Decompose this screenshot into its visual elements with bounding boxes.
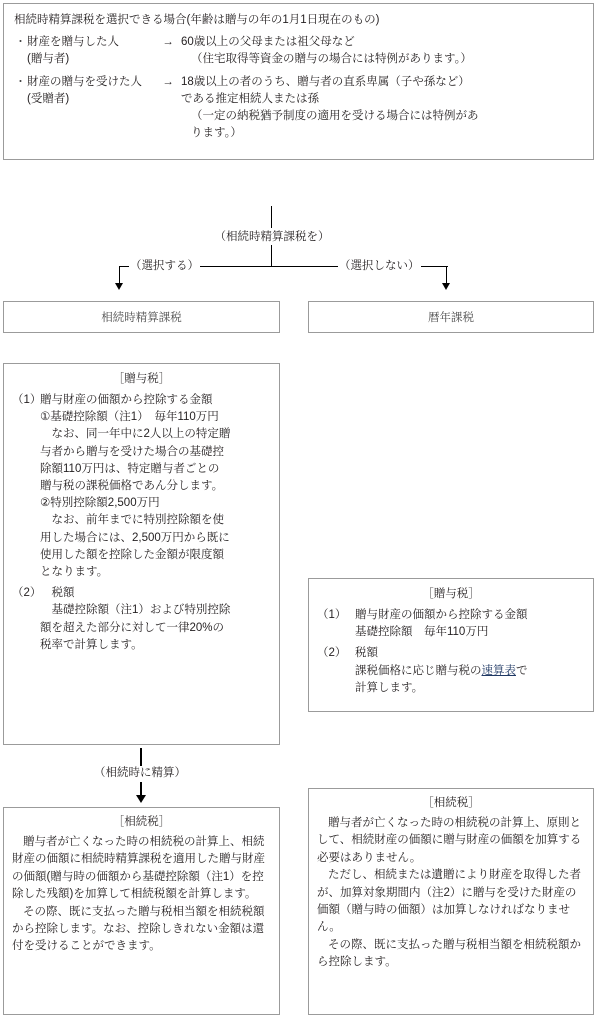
eligibility-row-donor	[14, 34, 583, 68]
item-text: 税額 課税価格に応じ贈与税の速算表で 計算します。	[355, 645, 585, 697]
item-number: （2）	[317, 647, 347, 660]
inheritance-tax-title: ［相続税］	[112, 816, 171, 828]
branch-question-label: （相続時精算課税を）	[214, 231, 330, 243]
item-text: 贈与財産の価額から控除する金額 基礎控除額 毎年110万円	[355, 609, 528, 639]
eligibility-row-donee	[14, 74, 583, 142]
settle-connector-lower	[140, 782, 142, 796]
gift-tax-box-settlement	[3, 363, 280, 745]
donor-requirement-text: 60歳以上の父母または祖父母など （住宅取得等資金の贈与の場合には特例があります。）	[181, 36, 472, 65]
connector-line-top	[271, 206, 272, 228]
item-text: 税額 基礎控除額（注1）および特別控除 額を超えた部分に対して一律20%の 税率で計算します。	[40, 587, 231, 651]
right-arrow-icon: →	[162, 36, 174, 48]
arrowhead-down-icon	[115, 283, 123, 290]
speed-table-link[interactable]: 速算表	[481, 664, 516, 677]
eligibility-heading: 相続時精算課税を選択できる場合(年齢は贈与の年の1月1日現在のもの)	[14, 14, 380, 26]
tax-rate-line: 課税価格に応じ贈与税の速算表で	[355, 664, 528, 677]
donor-role-label: 財産を贈与した人 (贈与者)	[27, 36, 119, 65]
settle-arrow-label: （相続時に精算）	[94, 767, 186, 779]
inheritance-paragraph: ただし、相続または遺贈により財産を取得した者が、加算対象期間内（注2）に贈与を受けた財産の価額（贈与時の価額）は加算しなければなりません。	[317, 869, 581, 934]
bullet-icon: ・	[15, 76, 26, 88]
item-number: （1）	[317, 609, 347, 621]
method-box-calendar	[308, 301, 594, 333]
branch-drop-right	[446, 266, 447, 284]
right-arrow-icon: →	[162, 76, 174, 88]
item-number: （1）	[12, 394, 42, 406]
arrowhead-down-icon	[136, 795, 146, 803]
inheritance-tax-box-calendar	[308, 788, 594, 1015]
method-box-settlement	[3, 301, 280, 333]
inheritance-tax-title: ［相続税］	[422, 797, 480, 809]
choice-label-not-select: （選択しない）	[339, 260, 420, 272]
donee-requirement-text: 18歳以上の者のうち、贈与者の直系卑属（子や孫など） である推定相続人または孫 （一定の納税猶予制度の適用を受ける場合には特例があ ります。）	[181, 76, 479, 139]
connector-line-mid	[271, 245, 272, 267]
inheritance-paragraph: 贈与者が亡くなった時の相続税の計算上、原則として、相続財産の価額に贈与財産の価額を加算する必要はありません。	[317, 817, 582, 864]
gift-left-item-2	[12, 585, 271, 654]
gift-tax-title: ［贈与税］	[422, 588, 480, 600]
choice-label-select: （選択する）	[130, 260, 199, 272]
gift-left-item-1	[12, 392, 271, 581]
inheritance-paragraph: 贈与者が亡くなった時の相続税の計算上、相続財産の価額に相続時精算課税を適用した贈与財産の価額(贈与時の価額から基礎控除額（注1）を控除した残額)を加算して相続税額を計算します。	[12, 836, 265, 901]
eligibility-box	[3, 3, 594, 160]
donee-role-label: 財産の贈与を受けた人 (受贈者)	[27, 76, 142, 105]
method-label-settlement: 相続時精算課税	[101, 312, 182, 324]
inheritance-paragraph: その際、既に支払った贈与税相当額を相続税額から控除します。なお、控除しきれない金額は還付を受けることができます。	[12, 905, 265, 953]
gift-tax-title: ［贈与税］	[112, 373, 171, 385]
item-number: （2）	[12, 587, 42, 600]
gift-tax-box-calendar	[308, 578, 594, 712]
gift-right-item-2	[317, 645, 585, 697]
branch-drop-left	[119, 266, 120, 284]
settle-connector-upper	[140, 748, 142, 766]
inheritance-tax-box-settlement	[3, 807, 280, 1015]
bullet-icon: ・	[15, 36, 26, 48]
gift-right-item-1	[317, 607, 585, 641]
item-text: 贈与財産の価額から控除する金額 ①基礎控除額（注1） 毎年110万円 なお、同一年中に2人以上の特定贈 与者から贈与を受けた場合の基礎控 除額110万円は、特定贈与者ごとの 贈与税の課税価格であん分します。 ②特別控除額2,500万円 なお、前年までに特別控除額を使 用した場合には、2,500万円から既に 使用した額を控除した金額が限度額 となります。	[40, 394, 231, 579]
method-label-calendar: 暦年課税	[428, 312, 474, 324]
arrowhead-down-icon	[442, 283, 450, 290]
inheritance-paragraph: その際、既に支払った贈与税相当額を相続税額から控除します。	[317, 938, 581, 969]
